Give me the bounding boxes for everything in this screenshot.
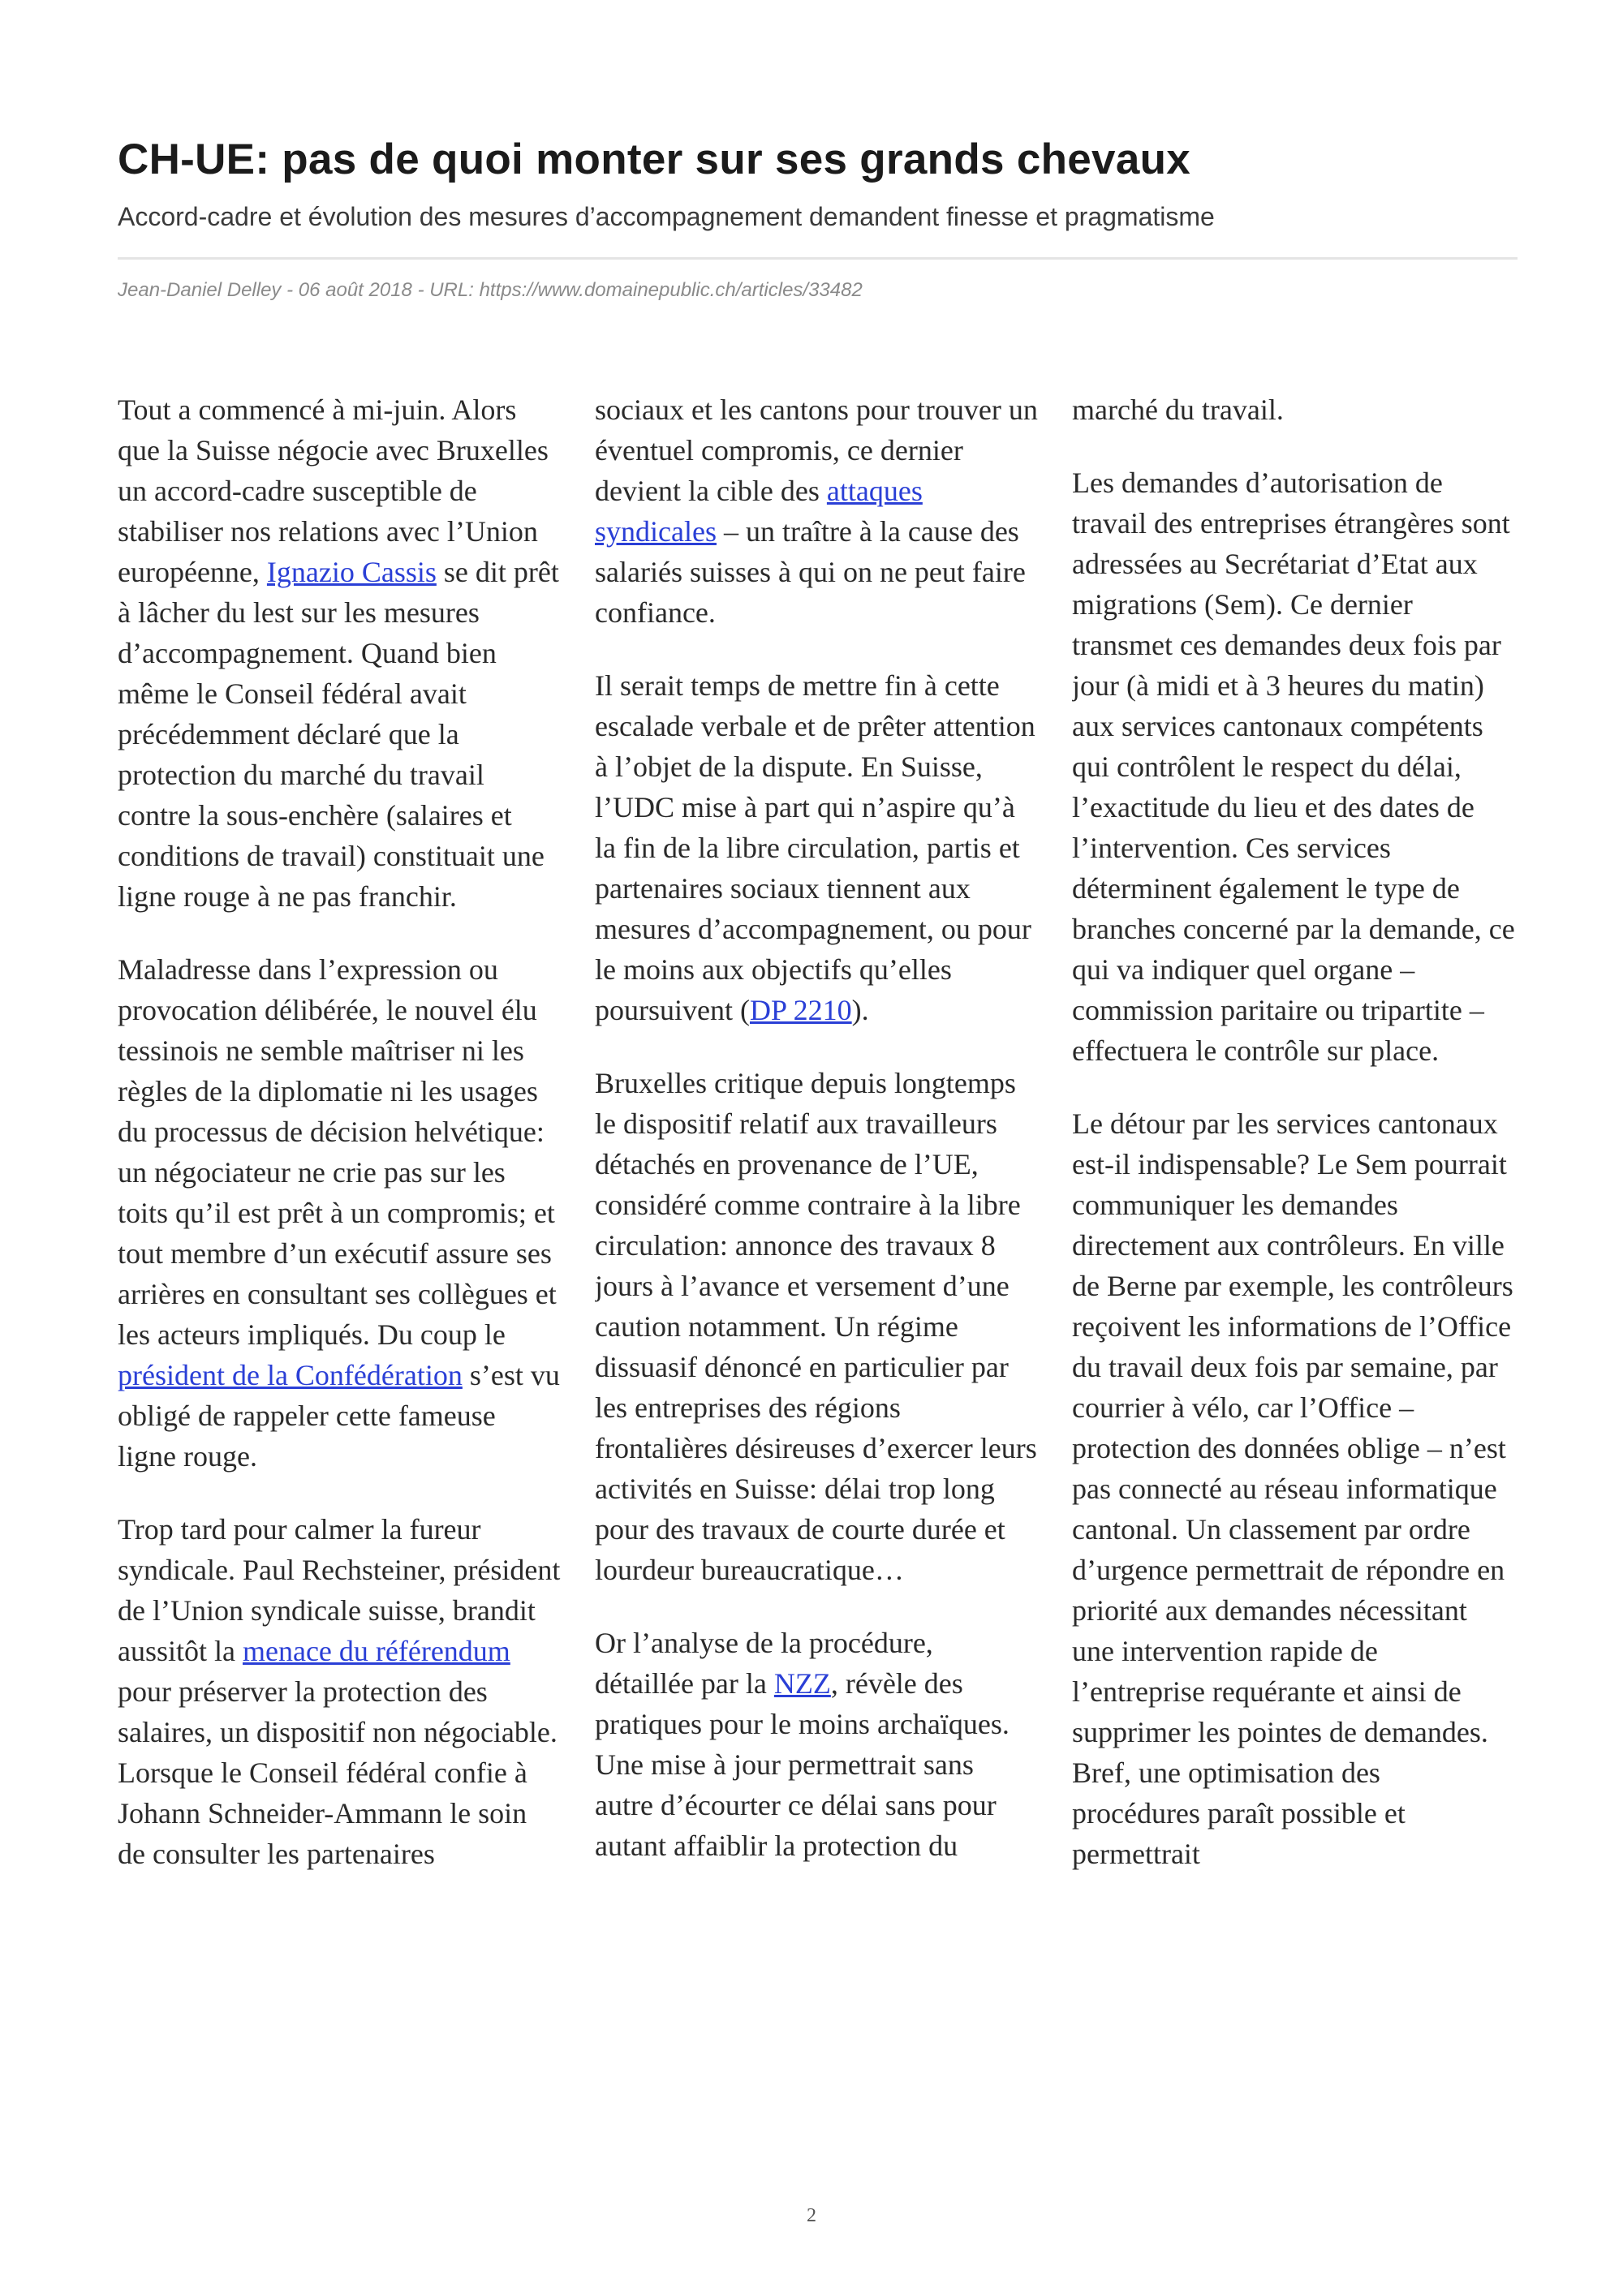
article-title: CH-UE: pas de quoi monter sur ses grands chevaux	[118, 135, 1191, 183]
link-dp-2210[interactable]: DP 2210	[749, 994, 852, 1026]
paragraph	[595, 389, 1038, 633]
link-ignazio-cassis[interactable]: Ignazio Cassis	[266, 556, 437, 588]
text-column-1	[118, 389, 561, 2255]
paragraph-text: pour préserver la protection des salaires, un dispositif non négociable. Lorsque le Conseil fédéral confie à Johann Schneider-Ammann le soin de consulter les partenaires	[118, 1675, 558, 1870]
article-meta: Jean-Daniel Delley - 06 août 2018 - URL: https://www.domainepublic.ch/articles/33482	[118, 278, 863, 301]
paragraph	[595, 1623, 1038, 1866]
paragraph: Bruxelles critique depuis longtemps le dispositif relatif aux travailleurs détachés en provenance de l’UE, considéré comme contraire à la libre circulation: annonce des travaux 8 jours à l’avance et versement d’une caution notamment. Un régime dissuasif dénoncé en particulier par les entreprises des régions frontalières désireuses d’exercer leurs activités en Suisse: délai trop long pour des travaux de courte durée et lourdeur bureaucratique…	[595, 1067, 1037, 1586]
article-page	[118, 122, 1518, 1870]
paragraph	[118, 389, 561, 917]
paragraph-text: Trop tard pour calmer la fureur syndicale. Paul Rechsteiner, président de l’Union syndicale suisse, brandit aussitôt la	[118, 1513, 561, 1667]
paragraph-text: sociaux et les cantons pour trouver un éventuel compromis, ce dernier devient la cible des	[595, 393, 1038, 507]
paragraph-text: Maladresse dans l’expression ou provocation délibérée, le nouvel élu tessinois ne semble maîtriser ni les règles de la diplomatie ni les usages du processus de décision helvétique: un négociateur ne crie pas sur les toits qu’il est prêt à un compromis; et tout membre d’un exécutif assure ses arrières en consultant ses collègues et les acteurs impliqués. Du coup le	[118, 953, 557, 1351]
paragraph-text: se dit prêt à lâcher du lest sur les mesures d’accompagnement. Quand bien même le Conseil fédéral avait précédemment déclaré que la protection du marché du travail contre la sous-enchère (salaires et conditions de travail) constituait une ligne rouge à ne pas franchir.	[118, 556, 559, 913]
paragraph: marché du travail.	[1072, 393, 1284, 426]
paragraph-text: , révèle des pratiques pour le moins archaïques. Une mise à jour permettrait sans autre d’écourter ce délai sans pour autant affaiblir la protection du	[595, 1667, 1010, 1862]
paragraph	[118, 1509, 561, 1874]
paragraph-text: ).	[851, 994, 869, 1026]
paragraph	[118, 949, 561, 1477]
link-president-confederation[interactable]: président de la Confédération	[118, 1359, 463, 1391]
article-body	[118, 389, 1518, 2255]
paragraph	[595, 665, 1038, 1030]
link-nzz[interactable]: NZZ	[773, 1667, 831, 1700]
link-menace-referendum[interactable]: menace du référendum	[242, 1635, 510, 1667]
header-divider	[118, 257, 1518, 260]
paragraph: Les demandes d’autorisation de travail des entreprises étrangères sont adressées au Secrétariat d’Etat aux migrations (Sem). Ce dernier transmet ces demandes deux fois par jour (à midi et à 3 heures du matin) aux services cantonaux compétents qui contrôlent le respect du délai, l’exactitude du lieu et des dates de l’intervention. Ces services déterminent également le type de branches concerné par la demande, ce qui va indiquer quel organe – commission paritaire ou tripartite – effectuera le contrôle sur place.	[1072, 467, 1515, 1067]
paragraph-text: – un traître à la cause des salariés suisses à qui on ne peut faire confiance.	[595, 515, 1026, 629]
text-column-2	[595, 389, 1038, 2255]
paragraph-text: Tout a commencé à mi-juin. Alors que la Suisse négocie avec Bruxelles un accord-cadre susceptible de stabiliser nos relations avec l’Union européenne,	[118, 393, 549, 588]
text-column-3	[1072, 389, 1515, 2255]
page-number: 2	[807, 2205, 816, 2226]
paragraph: Le détour par les services cantonaux est-il indispensable? Le Sem pourrait communiquer les demandes directement aux contrôleurs. En ville de Berne par exemple, les contrôleurs reçoivent les informations de l’Office du travail deux fois par semaine, par courrier à vélo, car l’Office – protection des données oblige – n’est pas connecté au réseau informatique cantonal. Un classement par ordre d’urgence permettrait de répondre en priorité aux demandes nécessitant une intervention rapide de l’entreprise requérante et ainsi de supprimer les pointes de demandes. Bref, une optimisation des procédures paraît possible et permettrait	[1072, 1107, 1513, 1870]
paragraph-text: s’est vu obligé de rappeler cette fameuse ligne rouge.	[118, 1359, 560, 1473]
paragraph-text: Il serait temps de mettre fin à cette escalade verbale et de prêter attention à l’objet de la dispute. En Suisse, l’UDC mise à part qui n’aspire qu’à la fin de la libre circulation, partis et partenaires sociaux tiennent aux mesures d’accompagnement, ou pour le moins aux objectifs qu’elles poursuivent (	[595, 669, 1035, 1026]
article-subtitle: Accord-cadre et évolution des mesures d’accompagnement demandent finesse et pragmatisme	[118, 202, 1215, 232]
paragraph-text: Or l’analyse de la procédure, détaillée par la	[595, 1627, 933, 1700]
link-attaques-syndicales[interactable]: attaques syndicales	[595, 475, 923, 548]
